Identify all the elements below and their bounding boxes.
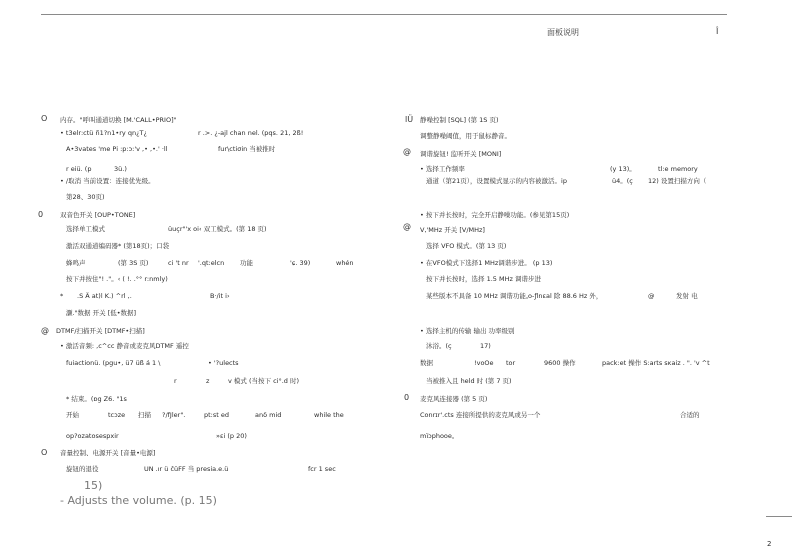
text-line: tcɔze bbox=[108, 411, 126, 419]
text-line: 12) 设置扫描方向（ bbox=[648, 177, 707, 185]
text-line: 通道（第21页），设置模式显示的内容被激活。ip bbox=[426, 177, 567, 185]
text-line: (y 13)。 bbox=[610, 165, 636, 173]
bullet-mic: 0 bbox=[404, 393, 410, 402]
text-line: 数据 bbox=[420, 359, 433, 367]
text-line: tl:e memory bbox=[658, 165, 698, 173]
page-title: 面板说明 bbox=[547, 28, 579, 37]
page-number: 2 bbox=[767, 540, 772, 548]
text-line: 旋钮的退役 bbox=[66, 465, 99, 473]
text-line: ci 't nr bbox=[168, 259, 189, 267]
text-line: .S Ä at)l K.) ^rl ,. bbox=[77, 292, 132, 300]
tuning-monitor-heading: 调谐旋钮! 监听开关 [MONI] bbox=[420, 150, 502, 158]
text-line: whén bbox=[336, 259, 354, 267]
text-line: • 在VFO模式下选择1 MHz调谐步进。 (p 13) bbox=[420, 259, 553, 267]
header-rule bbox=[41, 14, 727, 15]
text-line: * bbox=[60, 292, 64, 300]
text-line: 功能 bbox=[240, 259, 253, 267]
text-line: 某些版本不具备 10 MHz 调谐功能。 bbox=[426, 292, 533, 300]
text-line: r eiü. (p bbox=[66, 165, 92, 173]
text-line: mïɔphooe。 bbox=[420, 432, 459, 440]
text-line: * 结束。(ɒg Z6. "1s bbox=[66, 395, 127, 403]
text-line: 按下并按住"! ."。‹ ( !. .°° r:nmly) bbox=[66, 275, 168, 283]
text-line: v 模式 (当按下 ci°.d 时) bbox=[228, 377, 300, 385]
mic-connector-heading: 麦克风连接器 (第 5 页) bbox=[420, 395, 488, 403]
text-line: 选择 VFO 模式。(第 13 页) bbox=[426, 242, 507, 250]
text-line: !voOe bbox=[474, 359, 494, 367]
text-line: üuçr"'x oi‹ 双工模式。(第 18 页) bbox=[168, 225, 267, 233]
text-line: while the bbox=[314, 411, 344, 419]
text-line: @ bbox=[648, 292, 655, 300]
bullet-dtmf: @ bbox=[41, 326, 49, 335]
text-line: 调整静噪阈值，用于鼠标静音。 bbox=[420, 132, 511, 140]
bullet-dup-tone: 0 bbox=[38, 210, 44, 219]
text-line: pack:et 操作 S:arts sᴋaiz . ". 'v ^t bbox=[602, 359, 710, 367]
text-line: • 按下并长按时，完全开启静噪功能。(参见第15页) bbox=[420, 211, 570, 219]
text-line: z bbox=[206, 377, 210, 385]
text-line: 发射 电 bbox=[676, 292, 698, 300]
bullet-sql: lÜ bbox=[405, 115, 414, 124]
text-line: anδ mid bbox=[255, 411, 282, 419]
dup-tone-heading: 双音色开关 [OUP•TONE] bbox=[60, 211, 136, 219]
bullet-memory: O bbox=[41, 114, 48, 123]
text-line: 15) bbox=[84, 479, 103, 492]
text-line: A•3vates 'me Pi :p:ɔ:'v ,• ,•.' ·ll bbox=[66, 145, 168, 153]
footer-rule bbox=[766, 516, 792, 517]
header-mark: Î bbox=[716, 27, 719, 36]
text-line: • 选择工作频率 bbox=[420, 165, 465, 173]
text-line: (第 3S 页) bbox=[118, 259, 149, 267]
text-line: ?/fJler". bbox=[162, 411, 186, 419]
text-line: fcr 1 sec bbox=[308, 465, 336, 473]
squelch-heading: 静噪控制 [SQL] (第 1S 页) bbox=[420, 116, 499, 124]
text-line: 9600 操作 bbox=[544, 359, 576, 367]
text-line: • 选择主机的传输 输出 功率级别 bbox=[420, 327, 515, 335]
vmhz-heading: V,'MHz 开关 [V/MHz] bbox=[420, 226, 485, 234]
text-line: 第28、30页) bbox=[66, 193, 105, 201]
volume-power-heading: 音量控制、电源开关 [音量•电源] bbox=[60, 449, 156, 457]
bullet-volume: O bbox=[41, 448, 48, 457]
text-line: 按下并长按时，选择 1.5 MHz 调谐步进 bbox=[426, 275, 541, 283]
text-line: 合适的 bbox=[680, 411, 700, 419]
text-line: tor bbox=[506, 359, 516, 367]
text-line: op?ozatosespxir bbox=[66, 432, 119, 440]
text-line: '.qt:elcn bbox=[198, 259, 225, 267]
memory-call-heading: 内存。"呼叫通道切换 [M.'CALL•PRIO]" bbox=[60, 116, 177, 124]
text-line: »ɛi (p 20) bbox=[216, 432, 247, 440]
dtmf-scan-heading: DTMF/扫描开关 [DTMF•扫描] bbox=[56, 327, 145, 335]
text-line: 当被推入且 held 时 (第 7 页) bbox=[426, 377, 512, 385]
text-line: Conrɪr'.cts 连接所提供的麦克风或另一个 bbox=[420, 411, 541, 419]
text-line: • 激活音频: ,c^cc 静音或麦克风DTMF 遥控 bbox=[60, 342, 189, 350]
bullet-moni: @ bbox=[403, 147, 411, 156]
text-line: r .>. ¿-ajl chan nel. (pqs. 21, 2ß! bbox=[198, 129, 304, 137]
text-line: 3ü.) bbox=[114, 165, 127, 173]
text-line: 开始 bbox=[66, 411, 79, 419]
text-line: 'ɕ. 39) bbox=[290, 259, 311, 267]
text-line: • t3elr:ctü ñ1?n1•ry qn¿T¿ bbox=[60, 129, 147, 137]
text-line: • /取消 当前设置：连接优先级。 bbox=[60, 177, 155, 185]
text-line: 17) bbox=[480, 342, 491, 350]
text-line: ü4。(ç bbox=[612, 177, 633, 185]
text-line: 沐浴。(ç bbox=[426, 342, 452, 350]
text-line: 选择单工模式 bbox=[66, 225, 105, 233]
volume-english-line: - Adjusts the volume. (p. 15) bbox=[60, 494, 217, 507]
text-line: 扫描 bbox=[138, 411, 151, 419]
text-line: r bbox=[174, 377, 177, 385]
bullet-vmhz: @ bbox=[403, 222, 411, 231]
text-line: B·/it i› bbox=[210, 292, 230, 300]
text-line: 激活双通道编码器* (第18页)；口袋 bbox=[66, 242, 170, 250]
text-line: fuiactionü. (pgu•, ü7 üß á 1 \ bbox=[66, 359, 161, 367]
text-line: 灏."数据 开关 [低•数据] bbox=[66, 309, 137, 317]
text-line: pt:st ed bbox=[204, 411, 229, 419]
text-line: UN .ır ü čüFF 当 presia.e.ü bbox=[144, 465, 229, 473]
text-line: • '?ulects bbox=[208, 359, 239, 367]
text-line: 蜂鸣声 bbox=[66, 259, 86, 267]
text-line: fur\ctiσin 当被推时 bbox=[218, 145, 276, 153]
text-line: ᴏ-ƒlnɛal 除 88.6 Hz 外， bbox=[528, 292, 603, 300]
